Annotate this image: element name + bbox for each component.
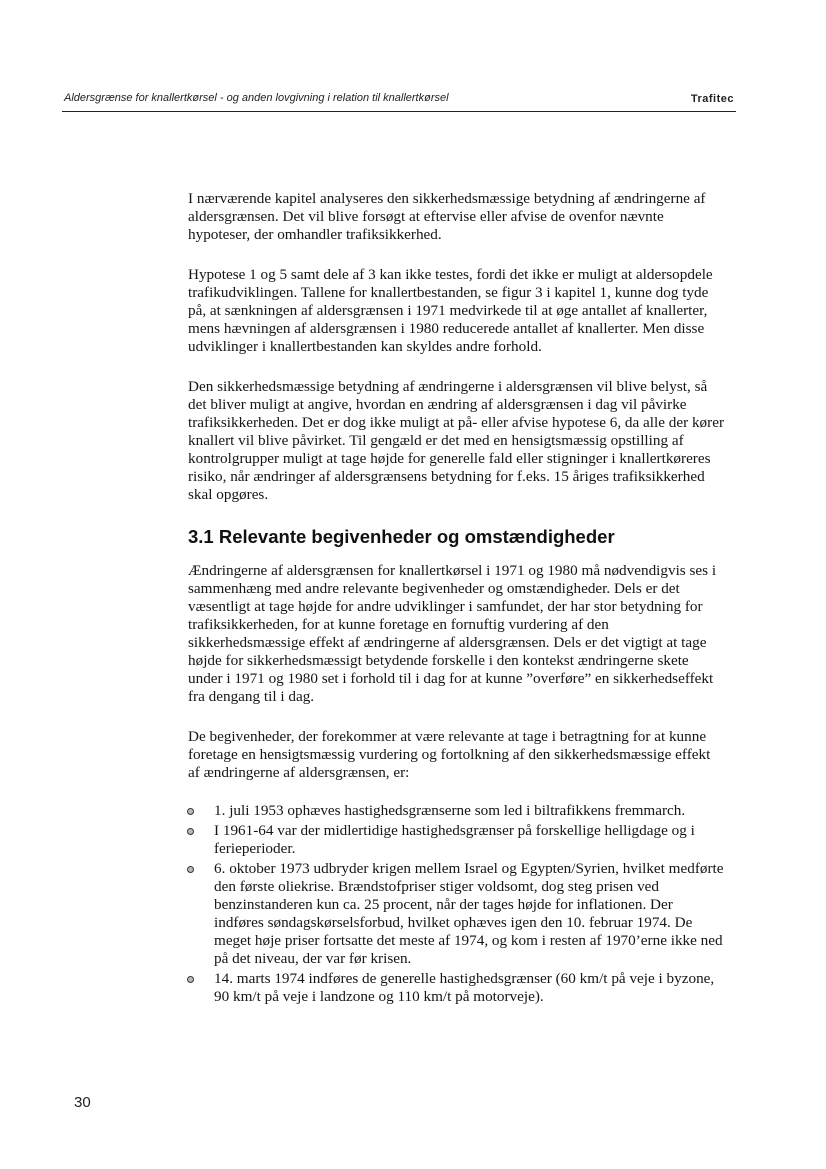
list-item-text: 14. marts 1974 indføres de generelle hastighedsgrænser (60 km/t på veje i byzone, 90 km/t på veje i landzone og 110 km/t på motorveje). (214, 970, 715, 1005)
body-text (188, 190, 724, 1008)
paragraph-intro: I nærværende kapitel analyseres den sikkerhedsmæssige betydning af ændringerne af aldersgrænsen. Det vil blive forsøgt at eftervise eller afvise de ovenfor nævnte hypoteser, der omhandler trafiksikkerhed. (188, 190, 706, 243)
paragraph-safety: Den sikkerhedsmæssige betydning af ændringerne i aldersgrænsen vil blive belyst, så det bliver muligt at angive, hvordan en ændring af aldersgrænsen i dag vil påvirke trafiksikkerheden. Det er dog ikke muligt at på- eller afvise hypotese 6, da alle der kører knallert vil blive påvirket. Til gengæld er det med en hensigtsmæssig opstilling af kontrolgrupper muligt at tage højde for generelle fald eller stigninger i knallertkøreres risiko, når ændringer af aldersgrænsens betydning for f.eks. 15 åriges trafiksikkerhed skal opgøres. (188, 378, 724, 503)
list-item-text: 6. oktober 1973 udbryder krigen mellem Israel og Egypten/Syrien, hvilket medførte den første oliekrise. Brændstofpriser stiger voldsomt, dog steg prisen ved benzinstanderen kun ca. 25 procent, når der tages højde for inflationen. Der indføres søndagskørselsforbud, hvilket ophæves igen den 10. februar 1974. De meget høje priser fortsatte det meste af 1974, og kom i resten af 1970’erne ikke ned på det niveau, der var før krisen. (214, 860, 724, 967)
paragraph-hypotheses: Hypotese 1 og 5 samt dele af 3 kan ikke testes, fordi det ikke er muligt at aldersopdele trafikudviklingen. Tallene for knallertbestanden, se figur 3 i kapitel 1, kunne dog tyde på, at sænkningen af aldersgrænsen i 1971 medvirkede til at øge antallet af knallerter, mens hævningen af aldersgrænsen i 1980 reducerede antallet af knallerter. Men disse udviklinger i knallertbestanden kan skyldes andre forhold. (188, 266, 713, 355)
list-item (188, 802, 724, 820)
list-item-text: 1. juli 1953 ophæves hastighedsgrænserne som led i biltrafikkens fremmarch. (214, 802, 686, 819)
list-item (188, 970, 724, 1006)
paragraph-events-intro: De begivenheder, der forekommer at være relevante at tage i betragtning for at kunne foretage en hensigtsmæssig vurdering og fortolkning af den sikkerhedsmæssige effekt af ændringerne af aldersgrænsen, er: (188, 728, 711, 781)
bullet-icon (187, 866, 194, 873)
list-item (188, 860, 724, 968)
running-title: Aldersgrænse for knallertkørsel - og anden lovgivning i relation til knallertkørsel (64, 92, 449, 104)
list-item (188, 822, 724, 858)
bullet-icon (187, 828, 194, 835)
running-header (62, 91, 736, 112)
brand-name: Trafitec (690, 93, 734, 105)
bullet-icon (187, 808, 194, 815)
section-heading: 3.1 Relevante begivenheder og omstændigheder (188, 526, 615, 547)
paragraph-events-context: Ændringerne af aldersgrænsen for knallertkørsel i 1971 og 1980 må nødvendigvis ses i sammenhæng med andre relevante begivenheder og omstændigheder. Dels er det væsentligt at tage højde for andre udviklinger i samfundet, der har stor betydning for trafiksikkerheden, for at kunne foretage en fornuftig vurdering af den sikkerhedsmæssige effekt af ændringerne af aldersgrænsen. Dels er det vigtigt at tage højde for sikkerhedsmæssigt betydende forskelle i den kontekst ændringerne skete under i 1971 og 1980 set i forhold til i dag for at kunne ”overføre” en sikkerhedseffekt fra dengang til i dag. (188, 562, 717, 705)
events-list (188, 802, 724, 1006)
bullet-icon (187, 976, 194, 983)
page-number: 30 (74, 1094, 91, 1111)
list-item-text: I 1961-64 var der midlertidige hastighedsgrænser på forskellige helligdage og i ferieperioder. (214, 822, 695, 857)
